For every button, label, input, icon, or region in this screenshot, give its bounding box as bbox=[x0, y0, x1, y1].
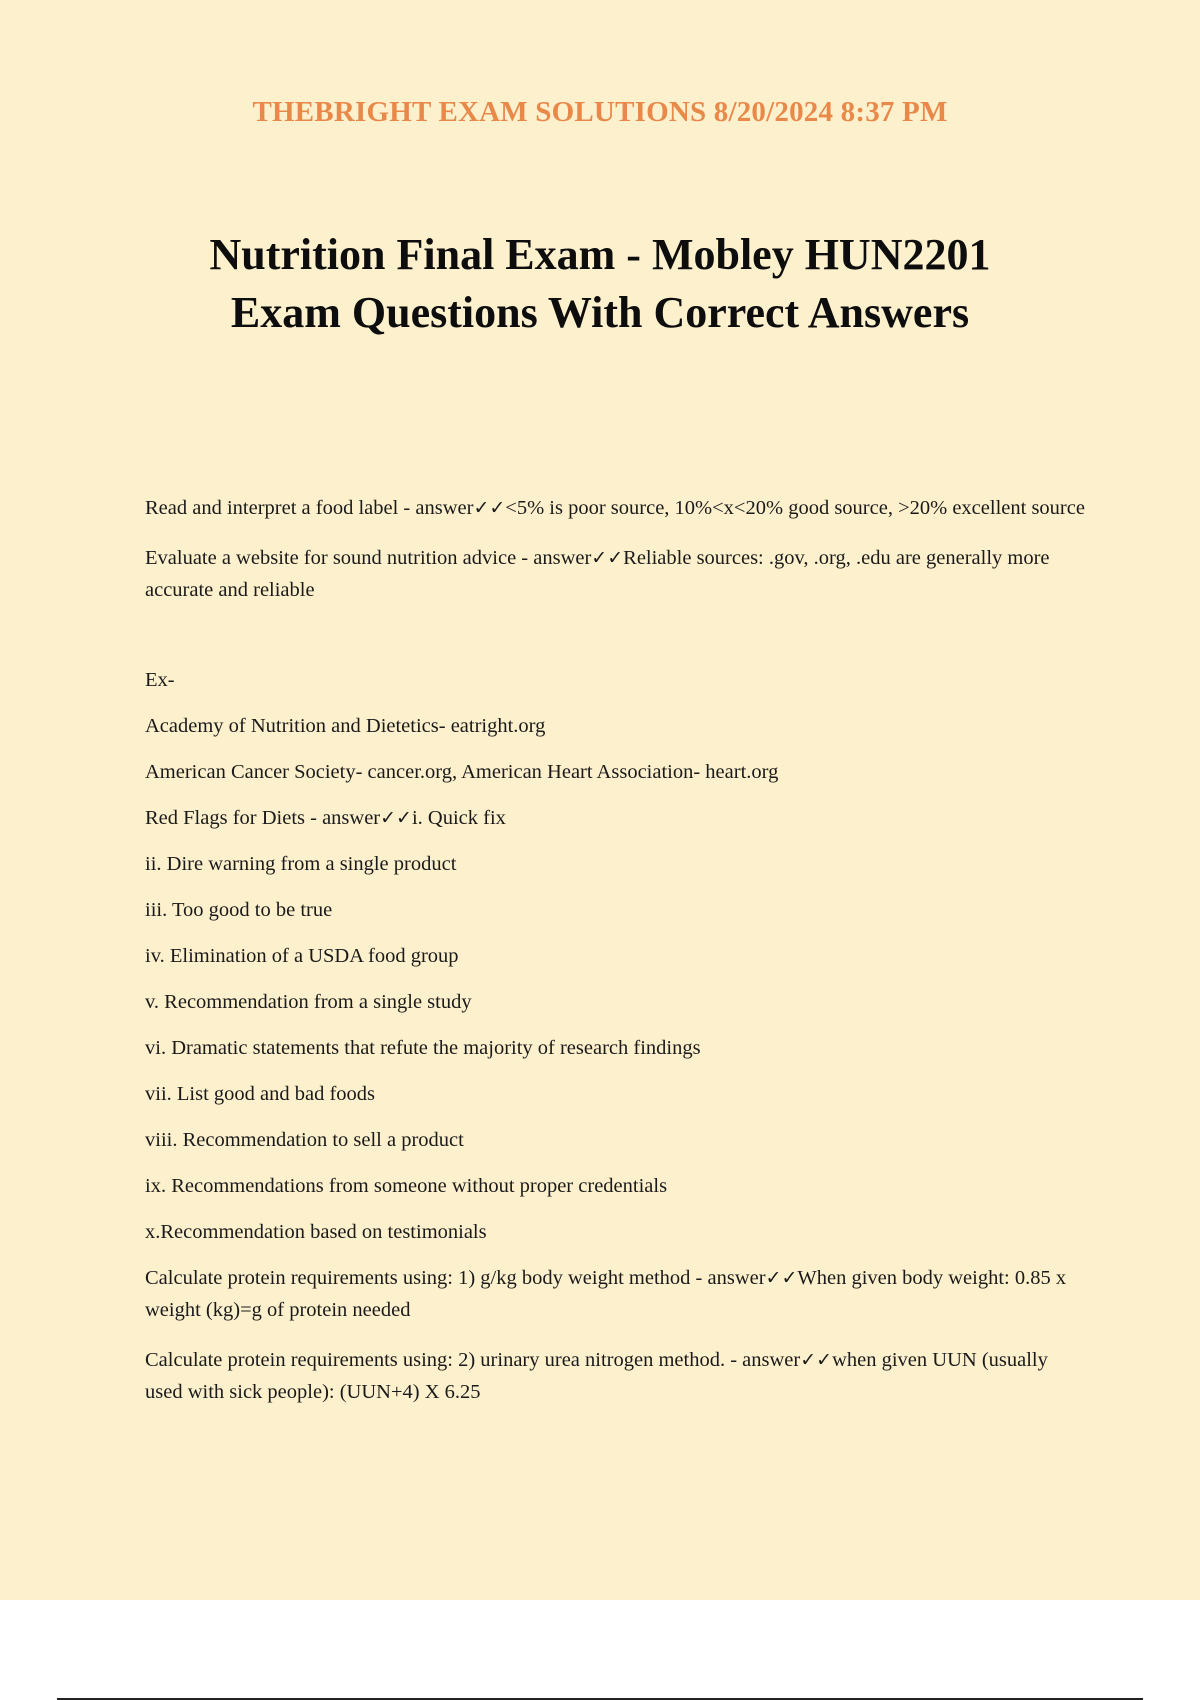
document-title bbox=[100, 226, 1100, 342]
question-text: Calculate protein requirements using: 2) urinary urea nitrogen method. - answer bbox=[145, 1349, 801, 1371]
answer-text: when given UUN (usually used with sick people): (UUN+4) X 6.25 bbox=[145, 1349, 1048, 1403]
answer-text: When given body weight: 0.85 x weight (kg)=g of protein needed bbox=[145, 1267, 1067, 1321]
question-text: Read and interpret a food label - answer bbox=[145, 497, 474, 519]
red-flag-item: x.Recommendation based on testimonials bbox=[145, 1221, 487, 1243]
qa-item-red-flags bbox=[145, 802, 1090, 834]
red-flag-item: iii. Too good to be true bbox=[145, 899, 333, 921]
red-flag-item: vi. Dramatic statements that refute the majority of research findings bbox=[145, 1037, 701, 1059]
check-mark-icon: ✓✓ bbox=[473, 497, 506, 519]
document-body bbox=[145, 492, 1090, 1408]
answer-text: Reliable sources: .gov, .org, .edu are generally more accurate and reliable bbox=[145, 547, 1050, 601]
answer-text: <5% is poor source, 10%<x<20% good source, >20% excellent source bbox=[505, 497, 1085, 519]
example-label: Ex- bbox=[145, 669, 175, 691]
red-flag-item: viii. Recommendation to sell a product bbox=[145, 1129, 464, 1151]
qa-item-protein-gkg bbox=[145, 1262, 1090, 1326]
check-mark-icon: ✓✓ bbox=[380, 807, 412, 829]
qa-item-protein-uun bbox=[145, 1344, 1090, 1408]
red-flag-item: vii. List good and bad foods bbox=[145, 1083, 376, 1105]
title-line-2: Exam Questions With Correct Answers bbox=[230, 288, 970, 337]
check-mark-icon: ✓✓ bbox=[591, 547, 624, 569]
check-mark-icon: ✓✓ bbox=[800, 1349, 833, 1371]
qa-item-website bbox=[145, 542, 1090, 606]
question-text: Evaluate a website for sound nutrition advice - answer bbox=[145, 547, 592, 569]
header-watermark: THEBRIGHT EXAM SOLUTIONS 8/20/2024 8:37 PM bbox=[252, 96, 948, 128]
qa-item-food-label bbox=[145, 492, 1090, 524]
red-flag-item: v. Recommendation from a single study bbox=[145, 991, 472, 1013]
red-flag-item: ix. Recommendations from someone without proper credentials bbox=[145, 1175, 668, 1197]
check-mark-icon: ✓✓ bbox=[765, 1267, 798, 1289]
red-flag-item: ii. Dire warning from a single product bbox=[145, 853, 457, 875]
example-line: Academy of Nutrition and Dietetics- eatright.org bbox=[145, 715, 546, 737]
question-text: Calculate protein requirements using: 1) g/kg body weight method - answer bbox=[145, 1267, 766, 1289]
example-line: American Cancer Society- cancer.org, American Heart Association- heart.org bbox=[145, 761, 779, 783]
answer-text: i. Quick fix bbox=[411, 807, 506, 829]
red-flag-item: iv. Elimination of a USDA food group bbox=[145, 945, 459, 967]
question-text: Red Flags for Diets - answer bbox=[145, 807, 381, 829]
title-line-1: Nutrition Final Exam - Mobley HUN2201 bbox=[209, 230, 991, 279]
